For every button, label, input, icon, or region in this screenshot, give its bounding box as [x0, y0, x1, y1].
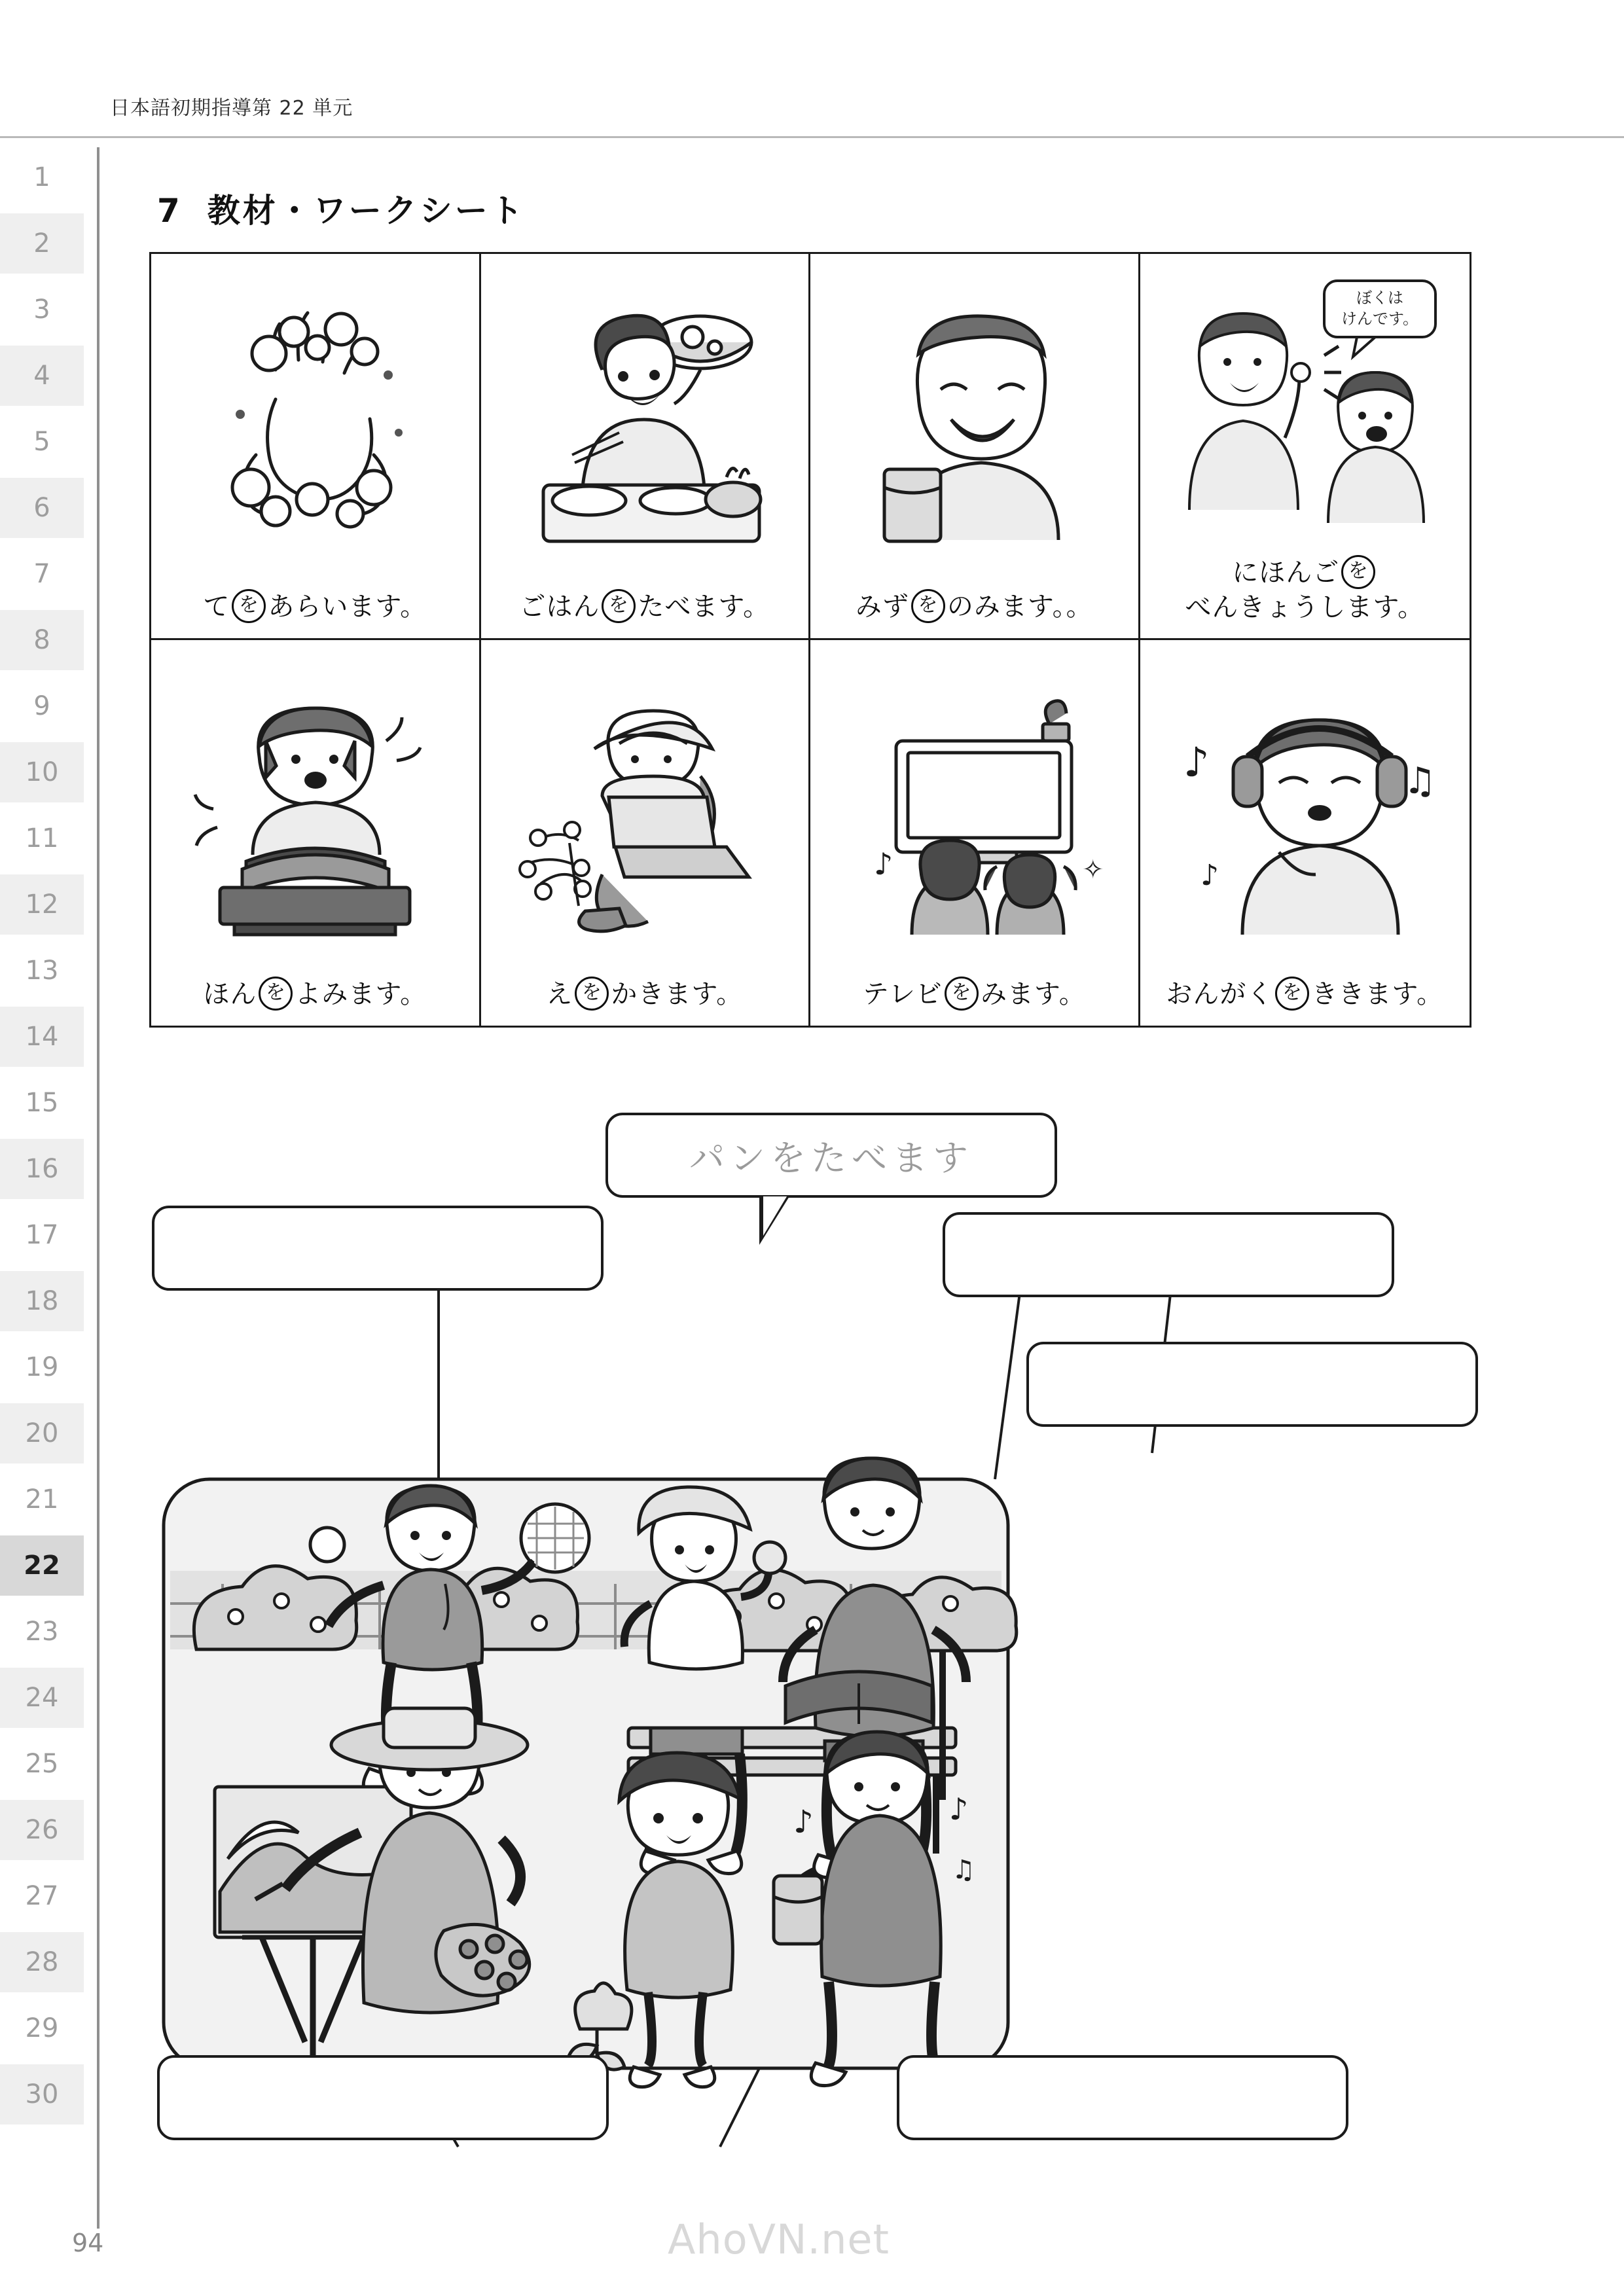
answer-bubble-1[interactable]	[152, 1206, 604, 1291]
line-number-6: 6	[0, 478, 84, 538]
line-number-21: 21	[25, 1484, 59, 1515]
line-number-28: 28	[0, 1932, 84, 1992]
worksheet-cell-read-book	[151, 640, 481, 1026]
svg-text:♪: ♪	[949, 1791, 969, 1827]
child-reading-book-icon	[151, 640, 479, 978]
line-number-9: 9	[33, 691, 50, 721]
section-number: 7	[157, 192, 183, 230]
line-number-5: 5	[33, 427, 50, 457]
hands-washing-icon	[151, 254, 479, 590]
worksheet-caption: て を あらいます。	[199, 590, 431, 629]
worksheet-caption: おんがく を ききます。	[1162, 978, 1447, 1016]
header-divider	[0, 136, 1624, 138]
worksheet-cell-eat-rice	[481, 254, 811, 640]
line-number-rail	[0, 147, 97, 2137]
line-number-23: 23	[25, 1617, 59, 1647]
line-number-10: 10	[0, 742, 84, 802]
example-bubble-pan-wo-tabemasu	[605, 1113, 1057, 1198]
line-number-29: 29	[25, 2013, 59, 2043]
worksheet-cell-listen-music	[1140, 640, 1470, 1026]
wo-particle: を	[911, 589, 945, 623]
worksheet-caption: ごはん を たべます。	[515, 590, 774, 629]
line-number-15: 15	[25, 1088, 59, 1118]
line-number-4: 4	[0, 346, 84, 406]
line-number-1: 1	[33, 162, 50, 192]
page-title	[157, 185, 526, 232]
line-number-13: 13	[25, 956, 59, 986]
svg-text:✧: ✧	[1082, 854, 1104, 885]
line-number-2: 2	[0, 213, 84, 274]
rail-divider	[97, 147, 99, 2229]
answer-bubble-4[interactable]	[157, 2055, 609, 2140]
wo-particle: を	[602, 589, 636, 623]
wo-particle: を	[575, 977, 609, 1011]
svg-text:♪: ♪	[1200, 858, 1219, 892]
example-bubble-text: パンをたべます	[689, 1137, 973, 1179]
worksheet-cell-drink-water	[810, 254, 1140, 640]
line-number-22: 22	[0, 1535, 84, 1596]
line-number-25: 25	[25, 1749, 59, 1779]
worksheet-cell-study-japanese	[1140, 254, 1470, 640]
example-bubble-tail-inner	[763, 1196, 787, 1236]
boy-eating-meal-icon	[481, 254, 809, 590]
girl-with-headphones-icon	[1140, 640, 1470, 978]
svg-text:♫: ♫	[1403, 759, 1437, 802]
girl-drawing-outdoors-icon	[481, 640, 809, 978]
page-number: 94	[72, 2229, 104, 2257]
line-number-27: 27	[25, 1881, 59, 1911]
worksheet-caption: テレビ を みます。	[859, 978, 1090, 1016]
wo-particle: を	[259, 977, 293, 1011]
line-number-26: 26	[0, 1800, 84, 1860]
line-number-16: 16	[0, 1139, 84, 1199]
wo-particle: を	[1341, 555, 1375, 589]
line-number-8: 8	[0, 610, 84, 670]
line-number-14: 14	[0, 1007, 84, 1067]
svg-text:♪: ♪	[874, 846, 893, 882]
two-people-talking-icon	[1140, 254, 1470, 556]
line-number-3: 3	[33, 295, 50, 325]
worksheet-cell-draw-picture	[481, 640, 811, 1026]
worksheet-caption: みず を のみます。。	[852, 590, 1097, 629]
line-number-17: 17	[25, 1220, 59, 1250]
line-number-7: 7	[33, 559, 50, 589]
line-number-19: 19	[25, 1352, 59, 1382]
man-drinking-glass-icon	[810, 254, 1138, 590]
worksheet-cell-wash-hands	[151, 254, 481, 640]
answer-bubble-3[interactable]	[1026, 1342, 1478, 1427]
answer-bubble-2[interactable]	[943, 1212, 1394, 1297]
worksheet-caption: え を かきます。	[542, 978, 747, 1016]
line-number-20: 20	[0, 1403, 84, 1463]
svg-text:けんです。: けんです。	[1341, 310, 1419, 329]
worksheet-grid	[149, 252, 1471, 1028]
answer-bubble-5[interactable]	[897, 2055, 1348, 2140]
svg-text:♪: ♪	[1183, 738, 1210, 786]
wo-particle: を	[232, 589, 266, 623]
worksheet-cell-watch-tv	[810, 640, 1140, 1026]
line-number-12: 12	[0, 874, 84, 935]
worksheet-caption: にほんご を べんきょうします。	[1181, 556, 1428, 628]
section-title-text: 教材・ワークシート	[207, 192, 526, 230]
line-number-24: 24	[0, 1668, 84, 1728]
svg-text:♫: ♫	[952, 1855, 975, 1885]
children-watching-tv-icon	[810, 640, 1138, 978]
line-number-18: 18	[0, 1271, 84, 1331]
worksheet-caption: ほん を よみます。	[199, 978, 431, 1016]
svg-text:♪: ♪	[793, 1804, 814, 1840]
wo-particle: を	[1275, 977, 1309, 1011]
watermark: AhoVN.net	[668, 2215, 890, 2263]
wo-particle: を	[945, 977, 979, 1011]
svg-text:ぼくは: ぼくは	[1356, 289, 1404, 308]
line-number-11: 11	[25, 823, 59, 853]
running-header: 日本語初期指導第 22 単元	[110, 97, 353, 120]
line-number-30: 30	[0, 2064, 84, 2125]
